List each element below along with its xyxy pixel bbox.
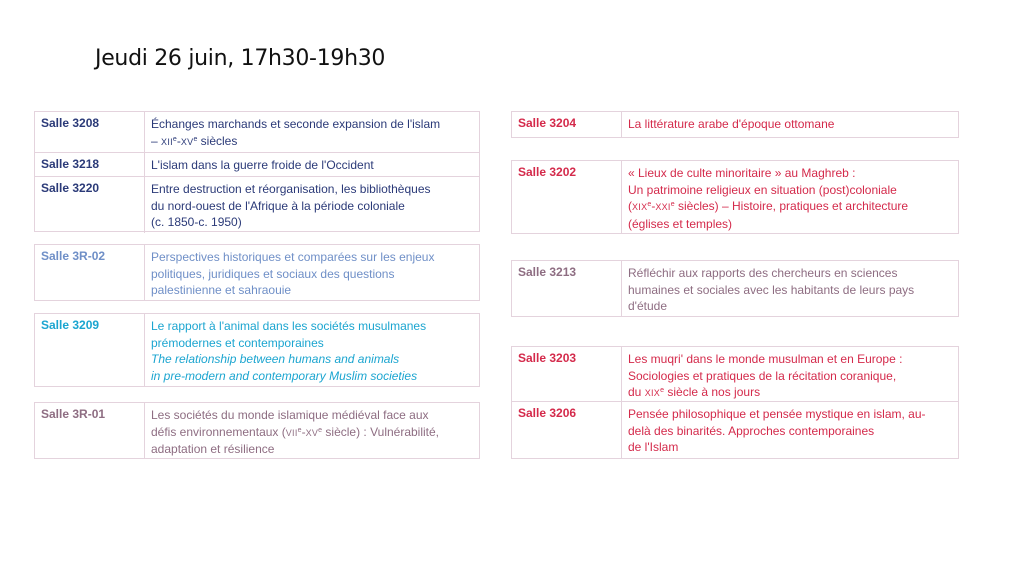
session-block-3r02: [34, 244, 480, 301]
session-row-3203: [512, 347, 958, 402]
room-label: Salle 3202: [512, 161, 622, 233]
session-row-3206: [512, 402, 958, 458]
room-label: Salle 3R-01: [35, 403, 145, 458]
session-row-3208: [35, 112, 479, 153]
session-block-3204: [511, 111, 959, 138]
session-title: Perspectives historiques et comparées sur les enjeux politiques, juridiques et sociaux des questions palestinienne et sahraouie: [151, 250, 435, 297]
room-label: Salle 3209: [35, 314, 145, 386]
room-label: Salle 3213: [512, 261, 622, 316]
session-block-3202: [511, 160, 959, 234]
session-block-3r01: [34, 402, 480, 459]
session-title: Les muqri' dans le monde musulman et en Europe : Sociologies et pratiques de la récitation coranique, du XIXe siècle à nos jours: [628, 352, 903, 399]
session-title: L'islam dans la guerre froide de l'Occident: [151, 158, 374, 172]
room-label: Salle 3208: [35, 112, 145, 152]
session-row-3213: [512, 261, 958, 316]
session-row-3218: [35, 153, 479, 177]
room-label: Salle 3218: [35, 153, 145, 176]
session-title: La littérature arabe d'époque ottomane: [628, 117, 835, 131]
session-title: Échanges marchands et seconde expansion de l'islam – XIIe-XVe siècles: [151, 117, 441, 148]
session-title: « Lieux de culte minoritaire » au Maghreb : Un patrimoine religieux en situation (post)coloniale (XIXe-XXIe siècles) – Histoire, pratiques et architecture (églises et temples): [628, 166, 909, 231]
session-row-3204: [512, 112, 958, 137]
session-title: Réfléchir aux rapports des chercheurs en sciences humaines et sociales avec les habitants de leurs pays d'étude: [628, 266, 915, 313]
page-title: Jeudi 26 juin, 17h30-19h30: [95, 46, 386, 71]
session-row-3202: [512, 161, 958, 233]
session-block-3213: [511, 260, 959, 317]
session-title: Le rapport à l'animal dans les sociétés musulmanes prémodernes et contemporaines The relationship between humans and animals in pre-modern and contemporary Muslim societies: [151, 319, 427, 383]
room-label: Salle 3203: [512, 347, 622, 401]
session-title: Pensée philosophique et pensée mystique en islam, au- delà des binarités. Approches contemporaines de l'Islam: [628, 407, 926, 454]
session-title: Entre destruction et réorganisation, les bibliothèques du nord-ouest de l'Afrique à la période coloniale (c. 1850-c. 1950): [151, 182, 431, 229]
room-label: Salle 3206: [512, 402, 622, 458]
room-label: Salle 3204: [512, 112, 622, 137]
room-label: Salle 3R-02: [35, 245, 145, 300]
room-label: Salle 3220: [35, 177, 145, 233]
session-title: Les sociétés du monde islamique médiéval face aux défis environnementaux (VIIe-XVe siècle) : Vulnérabilité, adaptation et résilience: [151, 408, 440, 456]
session-block-navy: [34, 111, 480, 232]
session-row-3209: [35, 314, 479, 386]
session-block-red: [511, 346, 959, 459]
session-row-3220: [35, 177, 479, 233]
session-row-3r02: [35, 245, 479, 300]
session-block-3209: [34, 313, 480, 387]
session-row-3r01: [35, 403, 479, 458]
